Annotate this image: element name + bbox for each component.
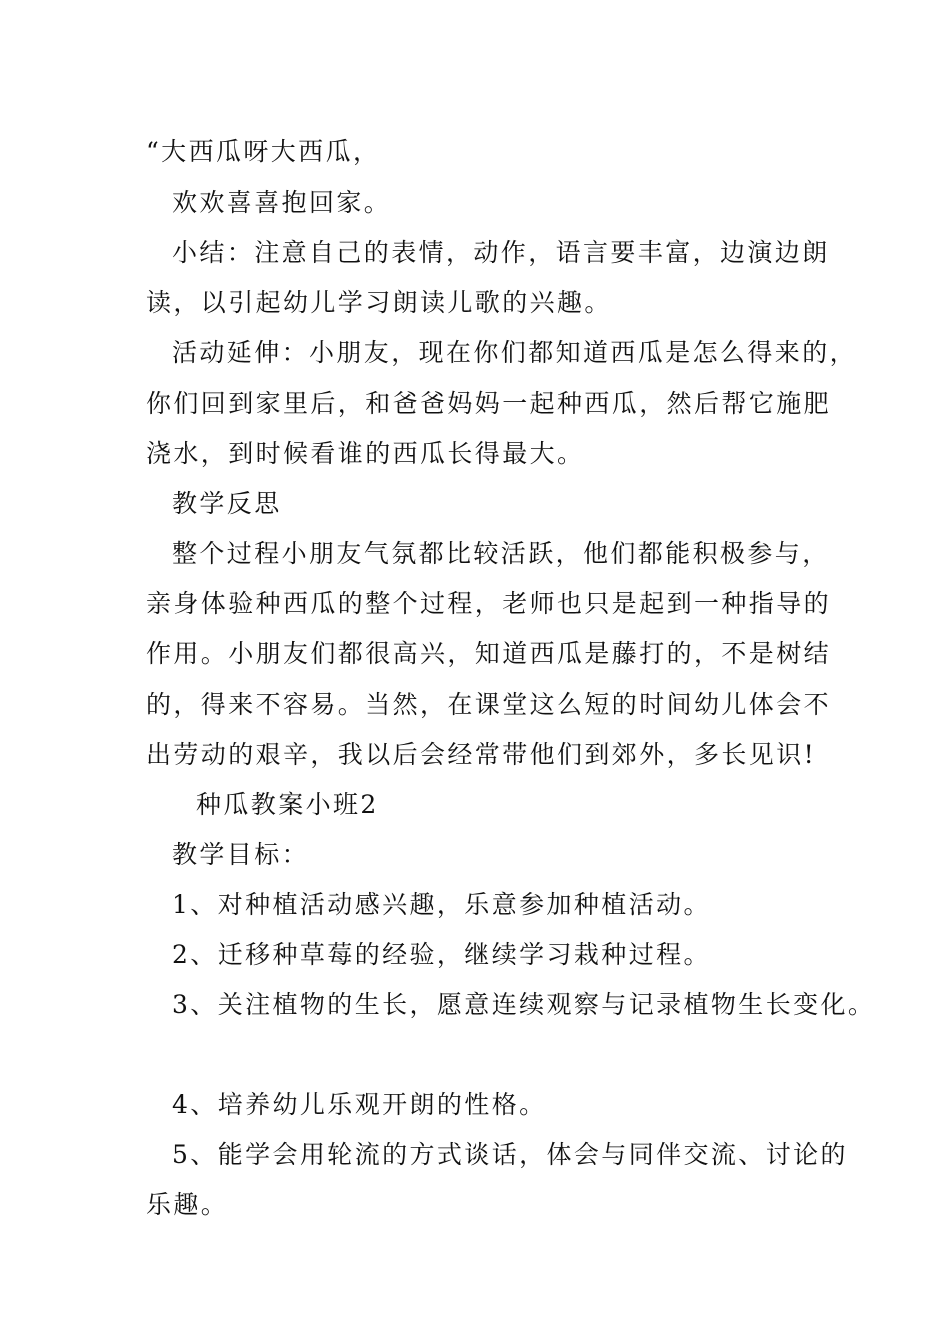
list-item: 2、迁移种草莓的经验，继续学习栽种过程。 xyxy=(172,940,711,969)
text-line: 乐趣。 xyxy=(146,1190,229,1219)
text-line: 读，以引起幼儿学习朗读儿歌的兴趣。 xyxy=(146,288,612,317)
list-item: 4、培养幼儿乐观开朗的性格。 xyxy=(172,1090,547,1119)
text-line: 亲身体验种西瓜的整个过程，老师也只是起到一种指导的 xyxy=(146,589,832,618)
text-line: 的，得来不容易。当然，在课堂这么短的时间幼儿体会不 xyxy=(146,690,832,719)
text-line: “大西瓜呀大西瓜， xyxy=(146,137,381,166)
section-title: 种瓜教案小班2 xyxy=(196,790,379,819)
section-heading: 教学目标： xyxy=(172,840,310,869)
text-line: 小结：注意自己的表情，动作，语言要丰富，边演边朗 xyxy=(172,238,830,267)
list-item: 1、对种植活动感兴趣，乐意参加种植活动。 xyxy=(172,890,711,919)
text-line: 欢欢喜喜抱回家。 xyxy=(172,188,392,217)
section-heading: 教学反思 xyxy=(172,489,282,518)
list-item: 5、能学会用轮流的方式谈话，体会与同伴交流、讨论的 xyxy=(172,1140,848,1169)
text-line: 浇水，到时候看谁的西瓜长得最大。 xyxy=(146,439,585,468)
text-line: 你们回到家里后，和爸爸妈妈一起种西瓜，然后帮它施肥 xyxy=(146,389,832,418)
text-line: 出劳动的艰辛，我以后会经常带他们到郊外，多长见识! xyxy=(146,740,817,769)
text-line: 活动延伸：小朋友，现在你们都知道西瓜是怎么得来的， xyxy=(172,338,858,367)
list-item: 3、关注植物的生长，愿意连续观察与记录植物生长变化。 xyxy=(172,990,876,1019)
text-line: 整个过程小朋友气氛都比较活跃，他们都能积极参与， xyxy=(172,539,830,568)
text-line: 作用。小朋友们都很高兴，知道西瓜是藤打的，不是树结 xyxy=(146,639,832,668)
